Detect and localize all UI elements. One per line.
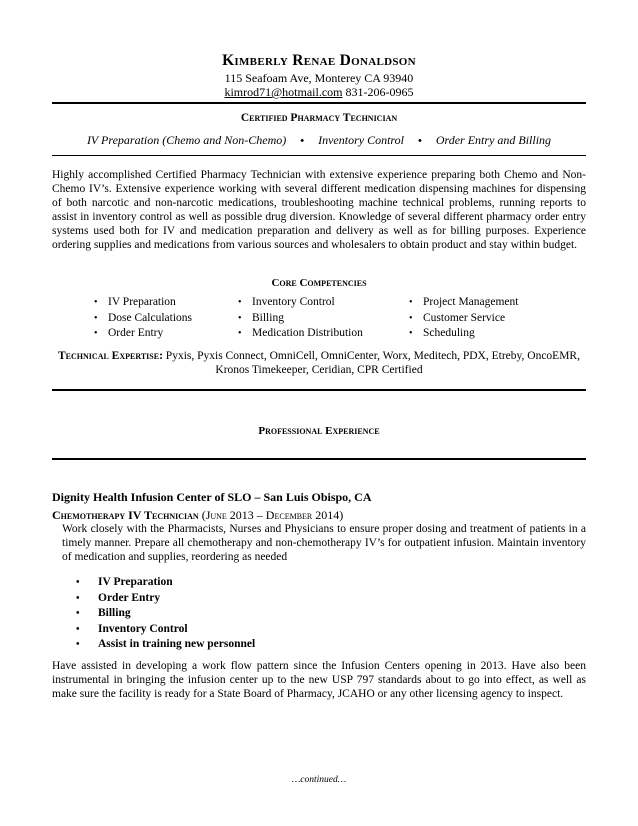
bullet-icon: • <box>300 135 305 147</box>
duty-item <box>76 622 255 638</box>
job-title-line <box>52 508 343 523</box>
competency-item <box>238 326 363 342</box>
competency-item <box>238 295 363 311</box>
bullet-icon: • <box>409 297 413 308</box>
duty-item <box>76 606 255 622</box>
address: 115 Seafoam Ave, Monterey CA 93940 <box>224 71 414 85</box>
duty-item <box>76 637 255 653</box>
bullet-icon: • <box>94 328 98 339</box>
competency-column-1 <box>94 295 192 342</box>
bullet-icon: • <box>76 623 80 635</box>
job-title: Chemotherapy IV Technician <box>52 508 199 522</box>
competency-item <box>94 311 192 327</box>
bullet-icon: • <box>409 328 413 339</box>
competency-item <box>94 326 192 342</box>
specialty: Order Entry and Billing <box>435 133 552 147</box>
summary-paragraph: Highly accomplished Certified Pharmacy Technician with extensive experience preparing both Chemo and Non-Chemo IV’s. Extensive experience working with several different medication dispensing machines for dispensing of both narcotic and non-narcotic medications, troubleshooting machine technical problems, running reports to assist in inventory control as well as possible drug diversion. Knowledge of several different pharmacy order entry systems used both for IV and medication preparation and delivery as well as for billing purposes. Experience ordering supplies and medications from various sources and wholesalers to obtain product and stay within budget. <box>52 169 586 251</box>
bullet-icon: • <box>94 297 98 308</box>
header-divider <box>52 102 586 104</box>
competency-label: Billing <box>252 311 284 324</box>
email-link[interactable]: kimrod71@hotmail.com <box>224 85 343 99</box>
employer-name: Dignity Health Infusion Center of SLO – San Luis Obispo, CA <box>52 490 372 504</box>
competency-item <box>409 311 518 327</box>
bullet-icon: • <box>76 608 80 619</box>
professional-experience-heading: Professional Experience <box>258 425 380 437</box>
section-divider-bottom <box>52 458 586 460</box>
specialties-line <box>0 133 638 148</box>
duty-label: Billing <box>98 607 131 619</box>
duty-label: Assist in training new personnel <box>98 638 256 650</box>
contact-line <box>0 85 638 100</box>
competency-item <box>238 311 363 327</box>
competency-label: Medication Distribution <box>252 327 363 339</box>
duty-label: Inventory Control <box>98 622 188 635</box>
competency-column-2 <box>238 295 363 342</box>
core-competencies-heading: Core Competencies <box>271 277 367 289</box>
bullet-icon: • <box>238 312 242 324</box>
bullet-icon: • <box>409 312 413 324</box>
duty-label: Order Entry <box>98 591 161 604</box>
bullet-icon: • <box>94 312 98 324</box>
competency-label: Scheduling <box>423 327 475 339</box>
bullet-icon: • <box>238 297 242 308</box>
title-divider <box>52 155 586 156</box>
professional-title: Certified Pharmacy Technician <box>240 112 398 124</box>
job-description: Work closely with the Pharmacists, Nurses and Physicians to ensure proper dosing and treatment of patients in a timely manner. Prepare all chemotherapy and non-chemotherapy IV’s for outpatient infusion. Maintain inventory of medication and supplies, reordering as needed <box>62 523 586 563</box>
duty-item <box>76 591 255 607</box>
bullet-icon: • <box>417 135 422 147</box>
technical-expertise-text: Pyxis, Pyxis Connect, OmniCell, OmniCenter, Worx, Meditech, PDX, Etreby, OncoEMR, Kronos Timekeeper, Ceridian, CPR Certified <box>165 350 580 376</box>
technical-expertise <box>52 349 586 377</box>
competency-label: IV Preparation <box>108 296 176 308</box>
bullet-icon: • <box>76 592 80 604</box>
competency-item <box>409 295 518 311</box>
competency-label: Order Entry <box>108 327 164 339</box>
job-dates: (June 2013 – December 2014) <box>201 508 344 522</box>
competency-label: Project Management <box>423 296 519 308</box>
candidate-name: Kimberly Renae Donaldson <box>222 52 416 69</box>
duty-item <box>76 575 255 591</box>
competency-label: Customer Service <box>423 311 506 324</box>
achievement-paragraph: Have assisted in developing a work flow pattern since the Infusion Centers opening in 2013. Have also been instrumental in bringing the infusion center up to the new USP 797 standards about to go into effect, as well as make sure the facility is ready for a State Board of Pharmacy, JCAHO or any other licensing agency to inspect. <box>52 660 586 700</box>
bullet-icon: • <box>76 639 80 650</box>
specialty: Inventory Control <box>318 133 404 147</box>
continued-footer: …continued… <box>291 775 347 785</box>
competency-item <box>94 295 192 311</box>
bullet-icon: • <box>238 328 242 339</box>
competency-item <box>409 326 518 342</box>
competency-label: Dose Calculations <box>108 311 192 324</box>
specialty: IV Preparation (Chemo and Non-Chemo) <box>86 133 287 147</box>
section-divider-top <box>52 389 586 391</box>
duty-label: IV Preparation <box>98 576 173 588</box>
competency-label: Inventory Control <box>252 296 335 308</box>
duties-list <box>76 575 255 653</box>
competency-column-3 <box>409 295 518 342</box>
technical-expertise-label: Technical Expertise: <box>58 350 163 362</box>
bullet-icon: • <box>76 577 80 588</box>
phone: 831-206-0965 <box>345 85 414 99</box>
